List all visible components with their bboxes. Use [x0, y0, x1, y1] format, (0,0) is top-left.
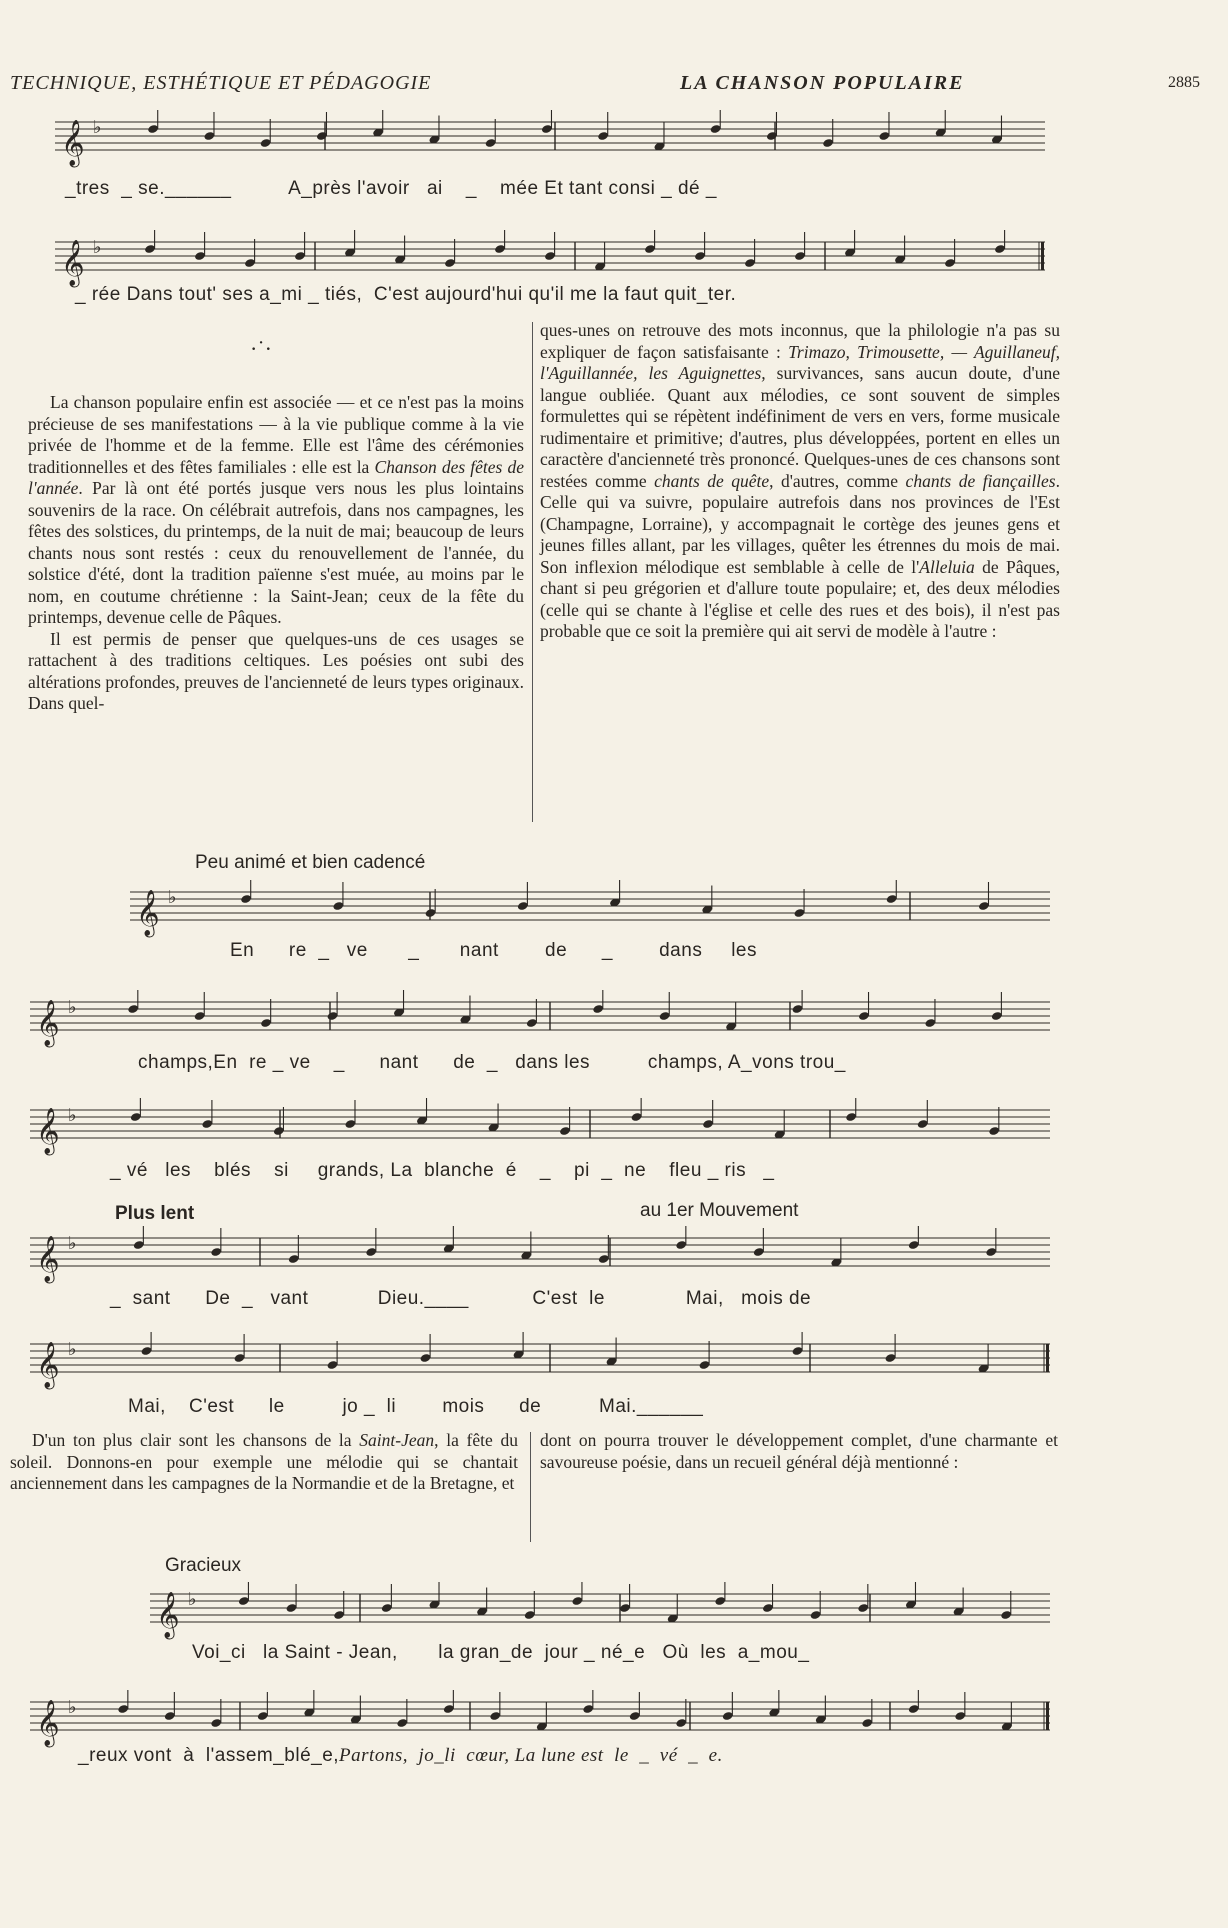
bottom-left-text: [10, 1430, 518, 1495]
svg-text:♭: ♭: [68, 1339, 77, 1361]
svg-text:♭: ♭: [93, 237, 102, 259]
svg-text:𝄞: 𝄞: [36, 1342, 60, 1388]
svg-text:♭: ♭: [68, 997, 77, 1019]
music-staff: [30, 1332, 1050, 1392]
staff-lyrics: Mai, C'est le jo _ li mois de Mai.______: [128, 1396, 704, 1417]
paragraph-text: ques-unes on retrouve des mots inconnus, que la philologie n'a pas su expliquer de façon satisfaisante :: [540, 320, 1060, 362]
left-text-column: [28, 392, 524, 715]
svg-text:𝄞: 𝄞: [36, 1108, 60, 1154]
svg-text:♭: ♭: [68, 1105, 77, 1127]
paragraph: [28, 392, 524, 629]
svg-text:𝄞: 𝄞: [136, 890, 160, 936]
running-header-right: LA CHANSON POPULAIRE: [680, 72, 965, 94]
music-staff: [55, 110, 1045, 170]
paragraph-text: , d'autres, comme: [769, 470, 906, 491]
music-staff: [150, 1582, 1050, 1642]
staff-lyrics: En re _ ve _ nant de _ dans les: [230, 940, 758, 961]
page-number: 2885: [1168, 74, 1200, 91]
right-text-column: [540, 320, 1060, 643]
paragraph-text: D'un ton plus clair sont les chansons de la: [32, 1430, 360, 1450]
italic-term: Alleluia: [919, 556, 975, 577]
staff-lyrics: [78, 1745, 723, 1767]
staff-lyrics: _ rée Dans tout' ses a_mi _ tiés, C'est aujourd'hui qu'il me la faut quit_ter.: [75, 284, 737, 305]
paragraph: [540, 320, 1060, 643]
svg-text:♭: ♭: [168, 887, 177, 909]
svg-text:♭: ♭: [93, 117, 102, 139]
tempo-marking: Plus lent: [115, 1203, 195, 1224]
staff-lyrics: _ vé les blés si grands, La blanche é _ pi _ ne fleu _ ris _: [110, 1160, 775, 1181]
music-staff: [30, 1098, 1050, 1158]
staff-lyrics: _ sant De _ vant Dieu.____ C'est le Mai, mois de: [110, 1288, 812, 1309]
paragraph-text: La chanson populaire enfin est associée — et ce n'est pas la moins précieuse de ses manifestations — à la vie publique comme à la vie privée de l'homme et de la femme. Elle est l'âme des cérémonies traditionnelles et des fêtes familiales : elle est la: [28, 392, 524, 477]
paragraph-text: . Par là ont été portés jusque vers nous les plus lointains souvenirs de la race. On célébrait autrefois, dans nos campagnes, les fêtes des solstices, du printemps, de la nuit de mai; beaucoup de leurs chants nous sont restés : ceux du renouvellement de l'année, du solstice d'été, dont la tradition païenne s'est muée, au moins par le nom, en coutume chrétienne : la Saint-Jean; ceux de la fête du printemps, devenue celle de Pâques.: [28, 478, 524, 627]
staff-lyrics: _tres _ se.______ A_près l'avoir ai _ mée Et tant consi _ dé _: [65, 178, 717, 199]
music-staff: [30, 1226, 1050, 1286]
lyric-text-italic: Partons, jo_li cœur, La lune est le _ vé _ e.: [339, 1745, 723, 1766]
running-header-left: TECHNIQUE, ESTHÉTIQUE ET PÉDAGOGIE: [10, 72, 432, 94]
tempo-marking: Peu animé et bien cadencé: [195, 852, 426, 873]
staff-lyrics: champs,En re _ ve _ nant de _ dans les champs, A_vons trou_: [138, 1052, 846, 1073]
tempo-marking: au 1er Mouvement: [640, 1200, 799, 1221]
italic-term: Trimazo, Trimousette, — Aguillaneuf, l'Aguillannée, les Aguignettes,: [540, 341, 1060, 383]
tempo-marking: Gracieux: [165, 1555, 242, 1576]
svg-text:𝄞: 𝄞: [36, 1236, 60, 1282]
svg-text:𝄞: 𝄞: [61, 120, 85, 166]
lyric-text: _reux vont à l'assem_blé_e,: [78, 1745, 340, 1766]
paragraph: [10, 1430, 518, 1495]
svg-text:𝄞: 𝄞: [61, 240, 85, 286]
italic-term: chants de fiançailles: [905, 470, 1056, 491]
column-divider: [530, 1432, 531, 1542]
music-staff: [130, 880, 1050, 940]
paragraph-text: de Pâques, chant si peu grégorien et d'allure toute populaire; et, des deux mélodies (celle qui se chante à l'église et celle des rues et des bois), il n'est pas probable que ce soit la première qui ait servi de modèle à l'autre :: [540, 556, 1060, 641]
paragraph: dont on pourra trouver le développement complet, d'une charmante et savoureuse poésie, dans un recueil général déjà mentionné :: [540, 1430, 1058, 1472]
music-staff: [55, 230, 1045, 290]
italic-term: chants de quête: [654, 470, 770, 491]
column-divider: [532, 322, 533, 822]
svg-text:♭: ♭: [68, 1233, 77, 1255]
section-separator: ·˙·: [250, 336, 272, 361]
italic-term: Saint-Jean: [359, 1430, 435, 1450]
music-staff: [30, 990, 1050, 1050]
svg-text:♭: ♭: [68, 1697, 77, 1719]
paragraph-text: . Celle qui va suivre, populaire autrefois dans nos provinces de l'Est (Champagne, Lorraine), y accompagnait le cortège des jeunes gens et jeunes filles allant, par les villages, quêter les étrennes du mois de mai. Son inflexion mélodique est semblable à celle de l': [540, 470, 1060, 577]
music-staff: [30, 1690, 1050, 1750]
paragraph-text: , la fête du soleil. Donnons-en pour exemple une mélodie qui se chantait anciennement dans les campagnes de la Normandie et de la Bretagne, et: [10, 1430, 519, 1493]
svg-text:𝄞: 𝄞: [36, 1700, 60, 1746]
svg-text:𝄞: 𝄞: [156, 1592, 180, 1638]
paragraph-text: survivances, sans aucun doute, d'une langue oubliée. Quant aux mélodies, ce sont souvent de simples formulettes qui se répètent indéfiniment de vers en vers, forme musicale rudimentaire et primitive; d'autres, plus développées, portent en elles un caractère d'ancienneté très prononcé. Quelques-unes de ces chansons sont restées comme: [540, 363, 1060, 491]
bottom-right-text: [540, 1430, 1058, 1473]
paragraph: Il est permis de penser que quelques-uns de ces usages se rattachent à des traditions celtiques. Les poésies ont subi des altérations profondes, preuves de l'ancienneté de leurs types originaux. Dans quel-: [28, 628, 524, 713]
svg-text:𝄞: 𝄞: [36, 1000, 60, 1046]
staff-lyrics: Voi_ci la Saint - Jean, la gran_de jour _ né_e Où les a_mou_: [192, 1642, 810, 1663]
svg-text:♭: ♭: [188, 1589, 197, 1611]
italic-term: Chanson des fêtes de l'année: [28, 456, 525, 498]
